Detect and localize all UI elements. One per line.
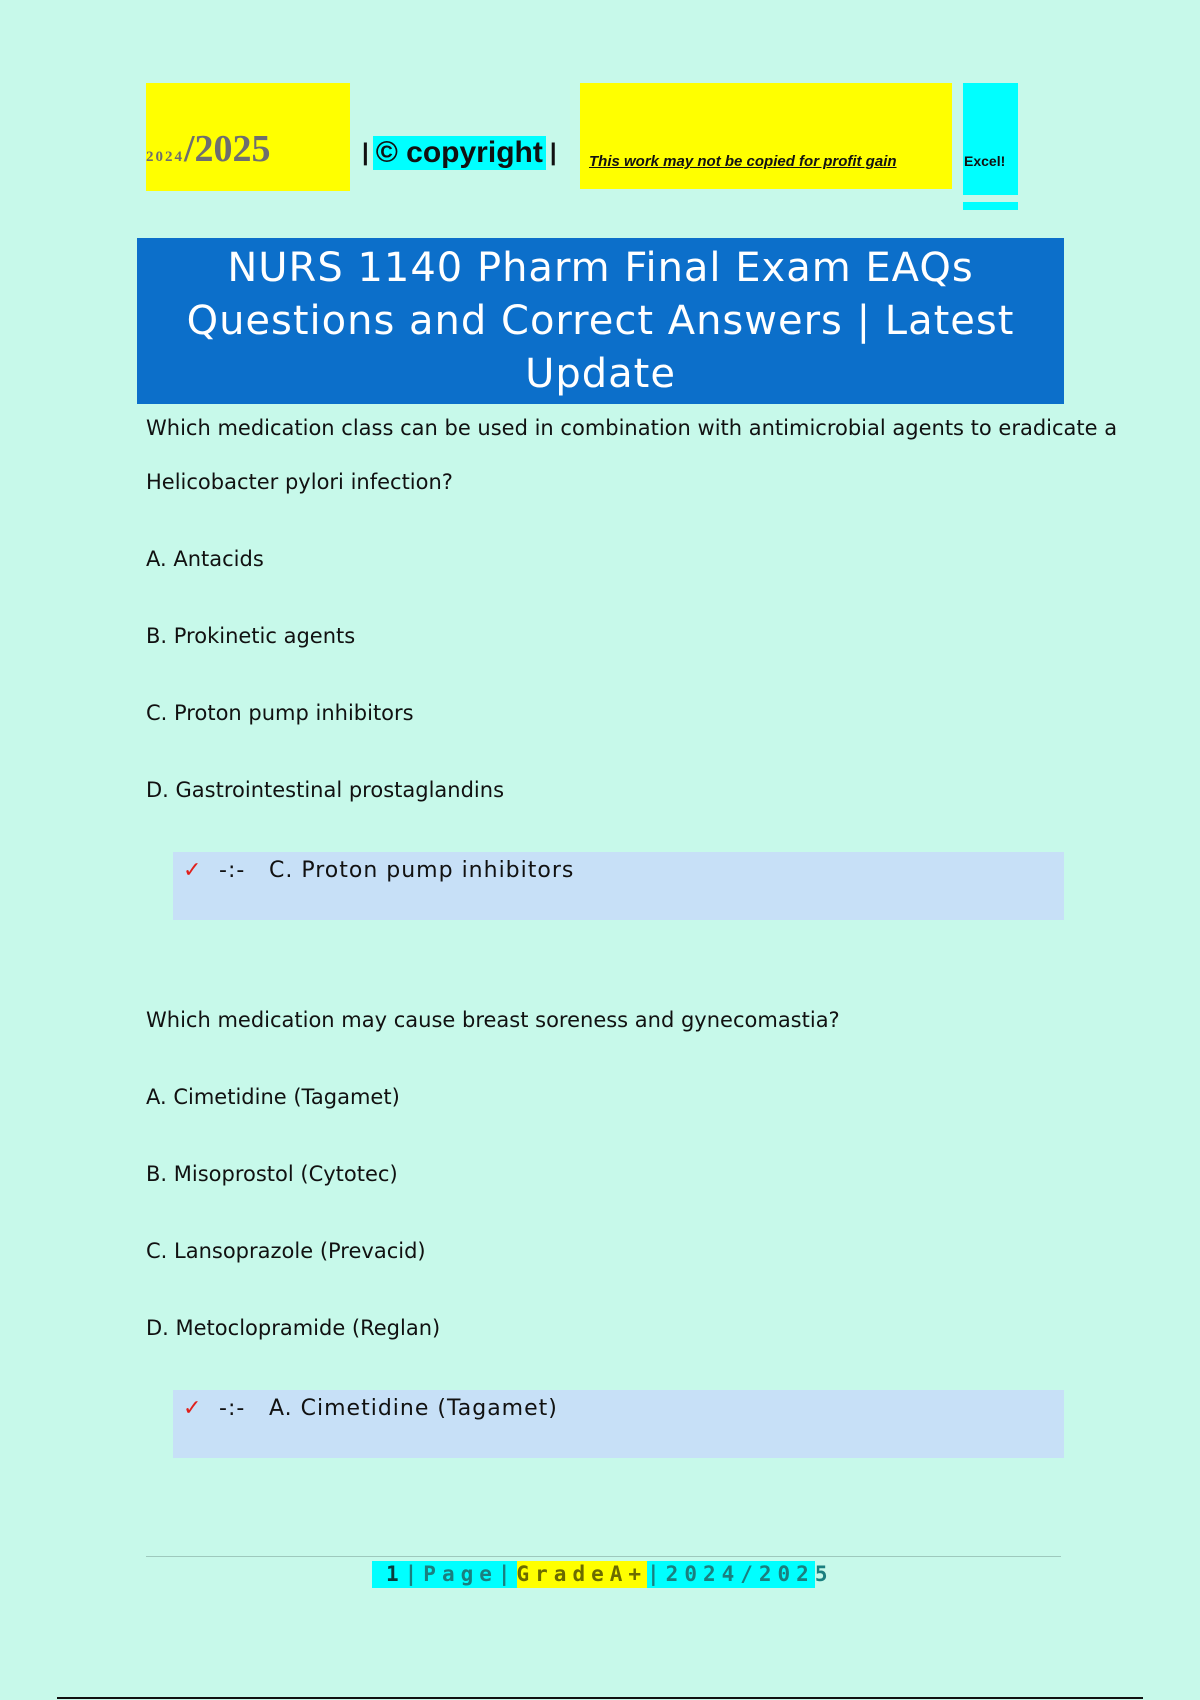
question-2-option-a: A. Cimetidine (Tagamet) (146, 1085, 400, 1109)
question-1-option-b: B. Prokinetic agents (146, 624, 356, 648)
page-footer (372, 1561, 833, 1588)
excel-highlight-box (963, 83, 1018, 195)
year-big: /2025 (184, 128, 271, 170)
copyright-label (358, 133, 561, 173)
excel-underline (963, 202, 1018, 210)
year-small: 2024 (146, 149, 184, 165)
checkmark-icon: ✓ (183, 858, 203, 883)
question-1-answer-box (173, 852, 1064, 920)
copy-notice: This work may not be copied for profit gain (589, 153, 897, 170)
answer-separator: -:- (219, 1396, 246, 1421)
answer-separator: -:- (219, 858, 246, 883)
excel-label: Excel! (964, 153, 1006, 169)
copyright-text: © copyright (373, 136, 546, 170)
question-2-option-b: B. Misoprostol (Cytotec) (146, 1162, 398, 1186)
question-1-option-d: D. Gastrointestinal prostaglandins (146, 778, 505, 802)
footer-page-label: |Page| (404, 1562, 517, 1586)
notice-highlight-box (580, 83, 952, 189)
footer-page-number: 1 (372, 1561, 405, 1588)
answer-row (183, 1396, 558, 1421)
answer-text: C. Proton pump inhibitors (269, 858, 575, 883)
question-1-option-c: C. Proton pump inhibitors (146, 701, 414, 725)
year-highlight-box (146, 83, 350, 191)
question-1-line-2: Helicobacter pylori infection? (146, 470, 453, 494)
title-banner (137, 238, 1064, 404)
footer-grade: GradeA+ (516, 1562, 648, 1586)
question-1-option-a: A. Antacids (146, 547, 264, 571)
pipe-left: | (362, 139, 369, 166)
answer-row (183, 858, 574, 883)
question-1-line-1: Which medication class can be used in combination with antimicrobial agents to eradicate a (146, 416, 1118, 440)
question-2-option-d: D. Metoclopramide (Reglan) (146, 1316, 441, 1340)
answer-text: A. Cimetidine (Tagamet) (269, 1396, 558, 1421)
question-2-line-1: Which medication may cause breast soreness and gynecomastia? (146, 1008, 840, 1032)
footer-year-tail: 5 (814, 1562, 834, 1586)
question-2-answer-box (173, 1390, 1064, 1458)
year-label (146, 127, 271, 171)
pipe-right: | (549, 139, 557, 166)
footer-year: |2024/202 (647, 1562, 815, 1586)
checkmark-icon: ✓ (183, 1396, 203, 1421)
question-2-option-c: C. Lansoprazole (Prevacid) (146, 1239, 426, 1263)
footer-divider (146, 1556, 1061, 1557)
bottom-rule (57, 1697, 1143, 1699)
page-title: NURS 1140 Pharm Final Exam EAQs Questions and Correct Answers | Latest Update (186, 244, 1015, 397)
